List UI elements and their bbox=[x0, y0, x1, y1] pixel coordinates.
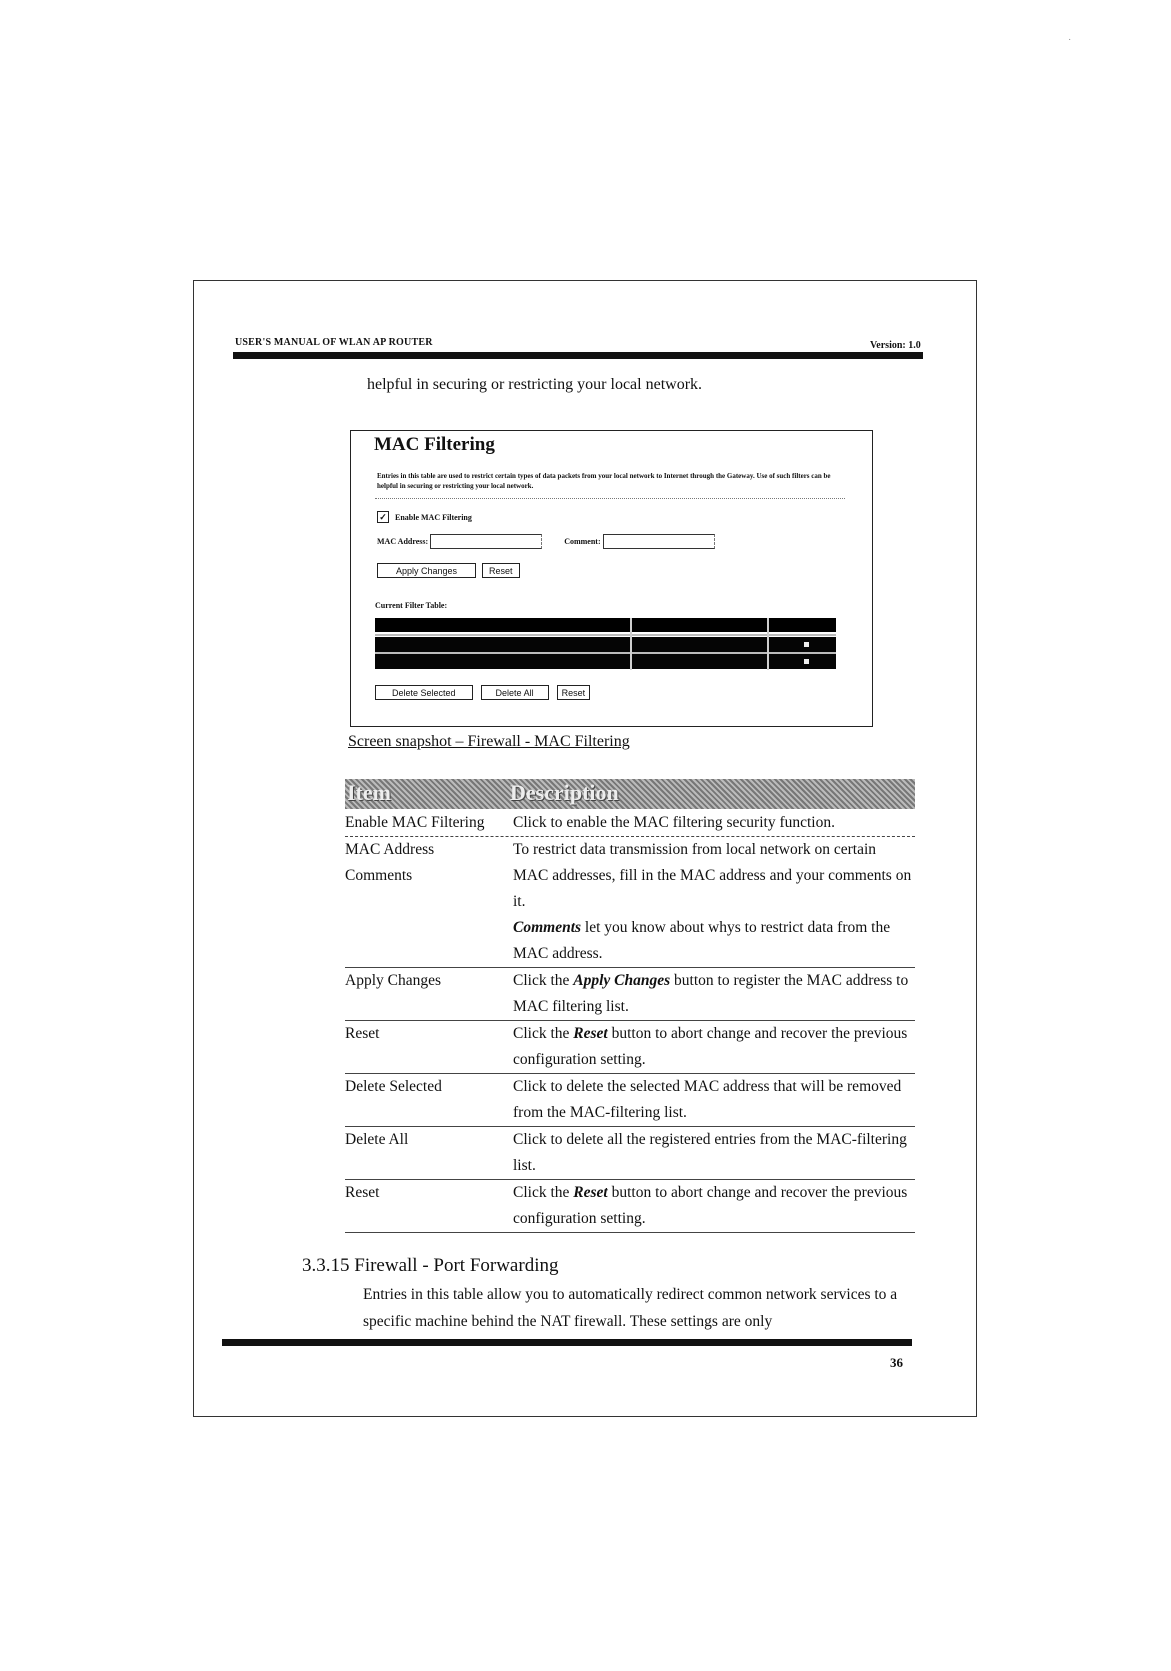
item-cell: Delete Selected bbox=[345, 1078, 442, 1095]
desc-post: button to abort change and recover the previous configuration setting. bbox=[513, 1184, 908, 1227]
item-cell: Enable MAC Filtering bbox=[345, 814, 485, 831]
section-body: Entries in this table allow you to automatically redirect common network services to a specific machine behind the NAT firewall. These settings are only bbox=[363, 1286, 898, 1330]
filter-table-col-sep bbox=[630, 618, 632, 670]
screenshot-description: Entries in this table are used to restrict certain types of data packets from your local network to Internet through the Gateway. Use of such filters can be helpful in securing or restricting your local network. bbox=[377, 472, 831, 490]
mac-address-label: MAC Address: bbox=[377, 537, 429, 546]
filter-table-col-sep bbox=[767, 618, 769, 670]
checkbox-checked-icon[interactable]: ✓ bbox=[377, 511, 389, 523]
table-row bbox=[345, 968, 915, 1021]
desc-post: button to register the MAC address to MAC filtering list. bbox=[513, 972, 909, 1015]
screenshot-divider bbox=[375, 498, 845, 499]
description-table bbox=[345, 810, 915, 1233]
reset-button[interactable]: Reset bbox=[482, 563, 520, 578]
apply-reset-buttons bbox=[377, 563, 520, 578]
item-cell: Delete All bbox=[345, 1131, 409, 1148]
version-label: Version: 1.0 bbox=[870, 340, 921, 351]
enable-mac-filter-label: Enable MAC Filtering bbox=[395, 512, 472, 522]
table-header-band bbox=[345, 779, 915, 809]
item-comments: Comments bbox=[345, 867, 413, 884]
apply-changes-button[interactable]: Apply Changes bbox=[377, 563, 476, 578]
delete-selected-button[interactable]: Delete Selected bbox=[375, 685, 473, 700]
delete-all-button[interactable]: Delete All bbox=[481, 685, 549, 700]
desc-post: button to abort change and recover the previous configuration setting. bbox=[513, 1025, 908, 1068]
section-title: 3.3.15 Firewall - Port Forwarding bbox=[302, 1255, 559, 1276]
desc-cell: Click to delete all the registered entries from the MAC-filtering list. bbox=[513, 1131, 907, 1174]
screenshot-caption: Screen snapshot – Firewall - MAC Filtering bbox=[348, 733, 630, 750]
intro-text: helpful in securing or restricting your local network. bbox=[367, 376, 703, 393]
item-mac-address: MAC Address bbox=[345, 841, 435, 858]
page-number: 36 bbox=[890, 1355, 903, 1370]
table-row bbox=[345, 1127, 915, 1180]
desc-emphasis: Reset bbox=[573, 1025, 608, 1042]
desc-text-2 bbox=[513, 915, 915, 967]
table-row bbox=[345, 1021, 915, 1074]
comment-input[interactable] bbox=[603, 534, 715, 549]
desc-text: To restrict data transmission from local network on certain MAC addresses, fill in the MAC address and your comments on it. bbox=[513, 841, 912, 910]
item-cell: Reset bbox=[345, 1025, 380, 1042]
comment-label: Comment: bbox=[564, 537, 601, 546]
reset-button-2[interactable]: Reset bbox=[557, 685, 591, 700]
desc-cell bbox=[513, 1180, 915, 1232]
desc-cell bbox=[513, 968, 915, 1020]
desc-cell bbox=[513, 1021, 915, 1073]
desc-cell bbox=[513, 837, 915, 967]
header-item: Item bbox=[347, 780, 391, 805]
desc-pre: Click the bbox=[513, 1025, 574, 1042]
table-row bbox=[345, 810, 915, 837]
table-row bbox=[345, 1074, 915, 1127]
desc-cell: Click to enable the MAC filtering security function. bbox=[513, 814, 835, 831]
current-filter-table-label: Current Filter Table: bbox=[375, 601, 448, 610]
table-row bbox=[345, 1180, 915, 1233]
item-cell: Reset bbox=[345, 1184, 380, 1201]
current-filter-table bbox=[375, 618, 836, 670]
mac-input-row bbox=[377, 534, 737, 549]
footer-rule bbox=[222, 1339, 912, 1346]
desc-remainder: let you know about whys to restrict data from the MAC address. bbox=[513, 919, 891, 962]
select-checkbox-icon[interactable] bbox=[804, 642, 809, 647]
screenshot-title: MAC Filtering bbox=[374, 434, 495, 455]
table-action-buttons bbox=[375, 685, 590, 700]
mac-filtering-screenshot bbox=[350, 430, 873, 727]
desc-pre: Click the bbox=[513, 972, 574, 989]
table-row bbox=[345, 837, 915, 968]
enable-mac-filter-row[interactable] bbox=[377, 511, 472, 523]
desc-emphasis: Comments bbox=[513, 919, 582, 936]
manual-title: USER'S MANUAL OF WLAN AP ROUTER bbox=[235, 337, 433, 348]
item-cell: Apply Changes bbox=[345, 972, 442, 989]
desc-emphasis: Reset bbox=[573, 1184, 608, 1201]
desc-pre: Click the bbox=[513, 1184, 574, 1201]
desc-emphasis: Apply Changes bbox=[573, 972, 671, 989]
header-description: Description bbox=[510, 780, 619, 805]
desc-cell: Click to delete the selected MAC address that will be removed from the MAC-filtering list. bbox=[513, 1078, 902, 1121]
item-cell bbox=[345, 837, 513, 967]
scan-corner-mark: ˙ bbox=[1068, 38, 1072, 49]
mac-address-input[interactable] bbox=[430, 534, 542, 549]
select-checkbox-icon[interactable] bbox=[804, 659, 809, 664]
header-rule bbox=[233, 352, 923, 359]
